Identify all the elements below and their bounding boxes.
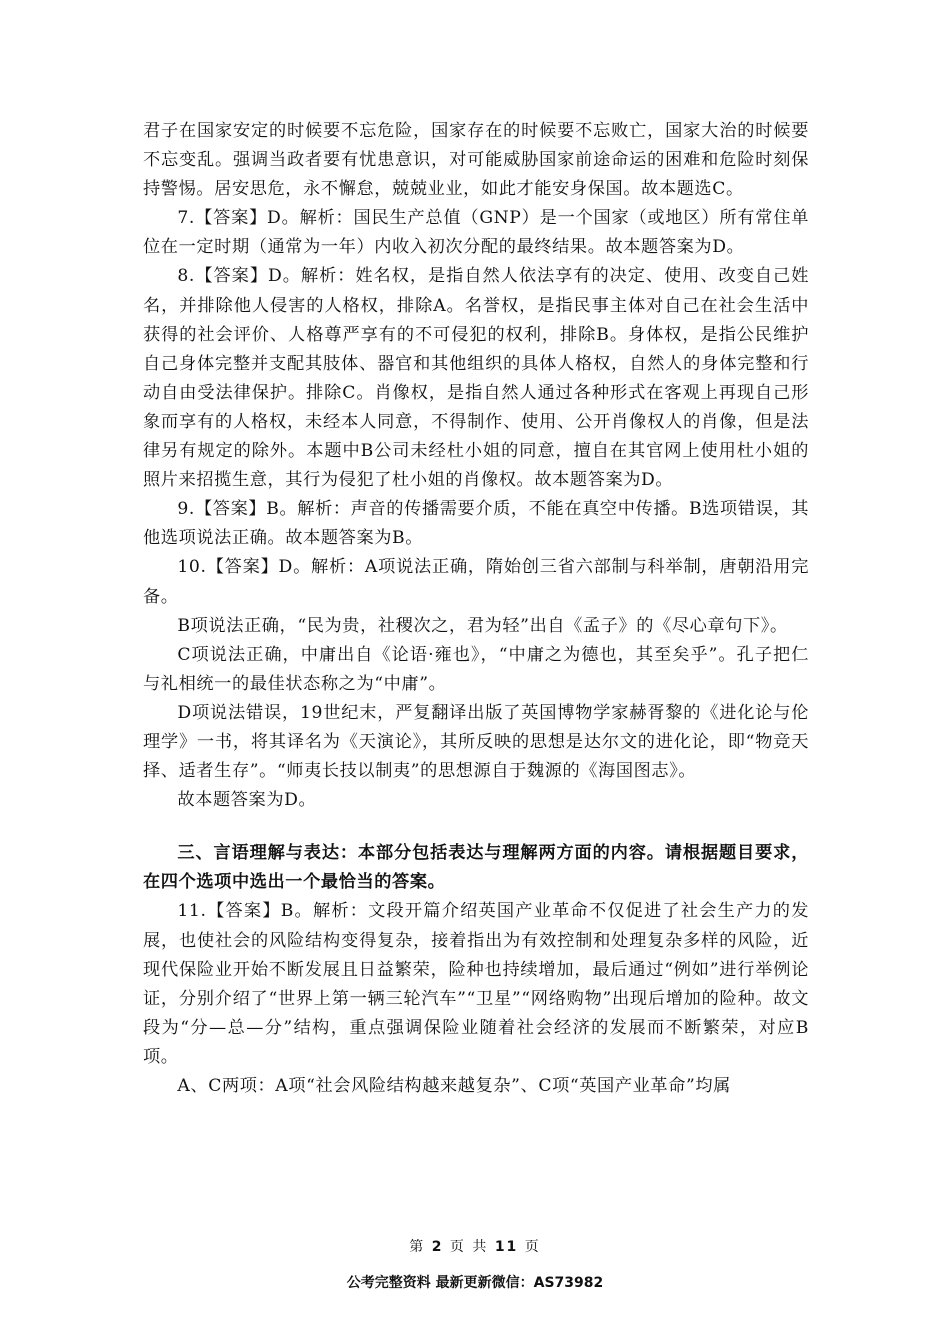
- answer-10: 10.【答案】D。解析：A项说法正确，隋始创三省六部制与科举制，唐朝沿用完备。: [143, 557, 809, 607]
- answer-11: 11.【答案】B。解析：文段开篇介绍英国产业革命不仅促进了社会生产力的发展，也使社会的风险结构变得复杂，接着指出为有效控制和处理复杂多样的风险，近现代保险业开始不断发展且日益繁荣，险种也持续增加，最后通过“例如”进行举例论证，分别介绍了“世界上第一辆三轮汽车”“卫星”“网络购物”出现后增加的险种。故文段为“分—总—分”结构，重点强调保险业随着社会经济的发展而不断繁荣，对应B项。: [143, 901, 809, 1067]
- footer-suffix: 页: [524, 1239, 541, 1255]
- paragraph-continuation: 君子在国家安定的时候要不忘危险，国家存在的时候要不忘败亡，国家大治的时候要不忘变乱。强调当政者要有忧患意识，对可能威胁国家前途命运的困难和危险时刻保持警惕。居安思危，永不懈怠，兢兢业业，如此才能安身保国。故本题选C。: [143, 121, 809, 200]
- page-footer: [0, 1236, 950, 1256]
- answer-10-conclusion: 故本题答案为D。: [177, 790, 317, 811]
- footer-prefix: 第: [409, 1239, 426, 1255]
- answer-9: 9.【答案】B。解析：声音的传播需要介质，不能在真空中传播。B选项错误，其他选项说法正确。故本题答案为B。: [143, 499, 809, 549]
- page-content: [143, 117, 809, 1101]
- answer-10-option-c: C项说法正确，中庸出自《论语·雍也》，“中庸之为德也，其至矣乎”。孔子把仁与礼相统一的最佳状态称之为“中庸”。: [143, 644, 809, 694]
- answer-11-options-ac: A、C两项：A项“社会风险结构越来越复杂”、C项“英国产业革命”均属: [177, 1076, 731, 1096]
- answer-7: 7.【答案】D。解析：国民生产总值（GNP）是一个国家（或地区）所有常住单位在一定时期（通常为一年）内收入初次分配的最终结果。故本题答案为D。: [143, 208, 809, 258]
- current-page-number: 2: [431, 1239, 444, 1255]
- total-pages-number: 11: [494, 1239, 519, 1255]
- answer-10-option-b: B项说法正确，“民为贵，社稷次之，君为轻”出自《孟子》的《尽心章句下》。: [177, 615, 788, 636]
- watermark-text: 公考完整资料 最新更新微信：AS73982: [346, 1275, 604, 1291]
- answer-10-option-d: D项说法错误，19世纪末，严复翻译出版了英国博物学家赫胥黎的《进化论与伦理学》一书，将其译名为《天演论》，其所反映的思想是达尔文的进化论，即“物竞天择、适者生存”。“师夷长技以制夷”的思想源自于魏源的《海国图志》。: [143, 702, 809, 782]
- section-heading: 三、言语理解与表达：本部分包括表达与理解两方面的内容。请根据题目要求，在四个选项中选出一个最恰当的答案。: [143, 843, 809, 893]
- footer-middle: 页 共: [449, 1239, 489, 1255]
- answer-8: 8.【答案】D。解析：姓名权，是指自然人依法享有的决定、使用、改变自己姓名，并排除他人侵害的人格权，排除A。名誉权，是指民事主体对自己在社会生活中获得的社会评价、人格尊严享有的不可侵犯的权利，排除B。身体权，是指公民维护自己身体完整并支配其肢体、器官和其他组织的具体人格权，自然人的身体完整和行动自由受法律保护。排除C。肖像权，是指自然人通过各种形式在客观上再现自己形象而享有的人格权，未经本人同意，不得制作、使用、公开肖像权人的肖像，但是法律另有规定的除外。本题中B公司未经杜小姐的同意，擅自在其官网上使用杜小姐的照片来招揽生意，其行为侵犯了杜小姐的肖像权。故本题答案为D。: [143, 266, 809, 491]
